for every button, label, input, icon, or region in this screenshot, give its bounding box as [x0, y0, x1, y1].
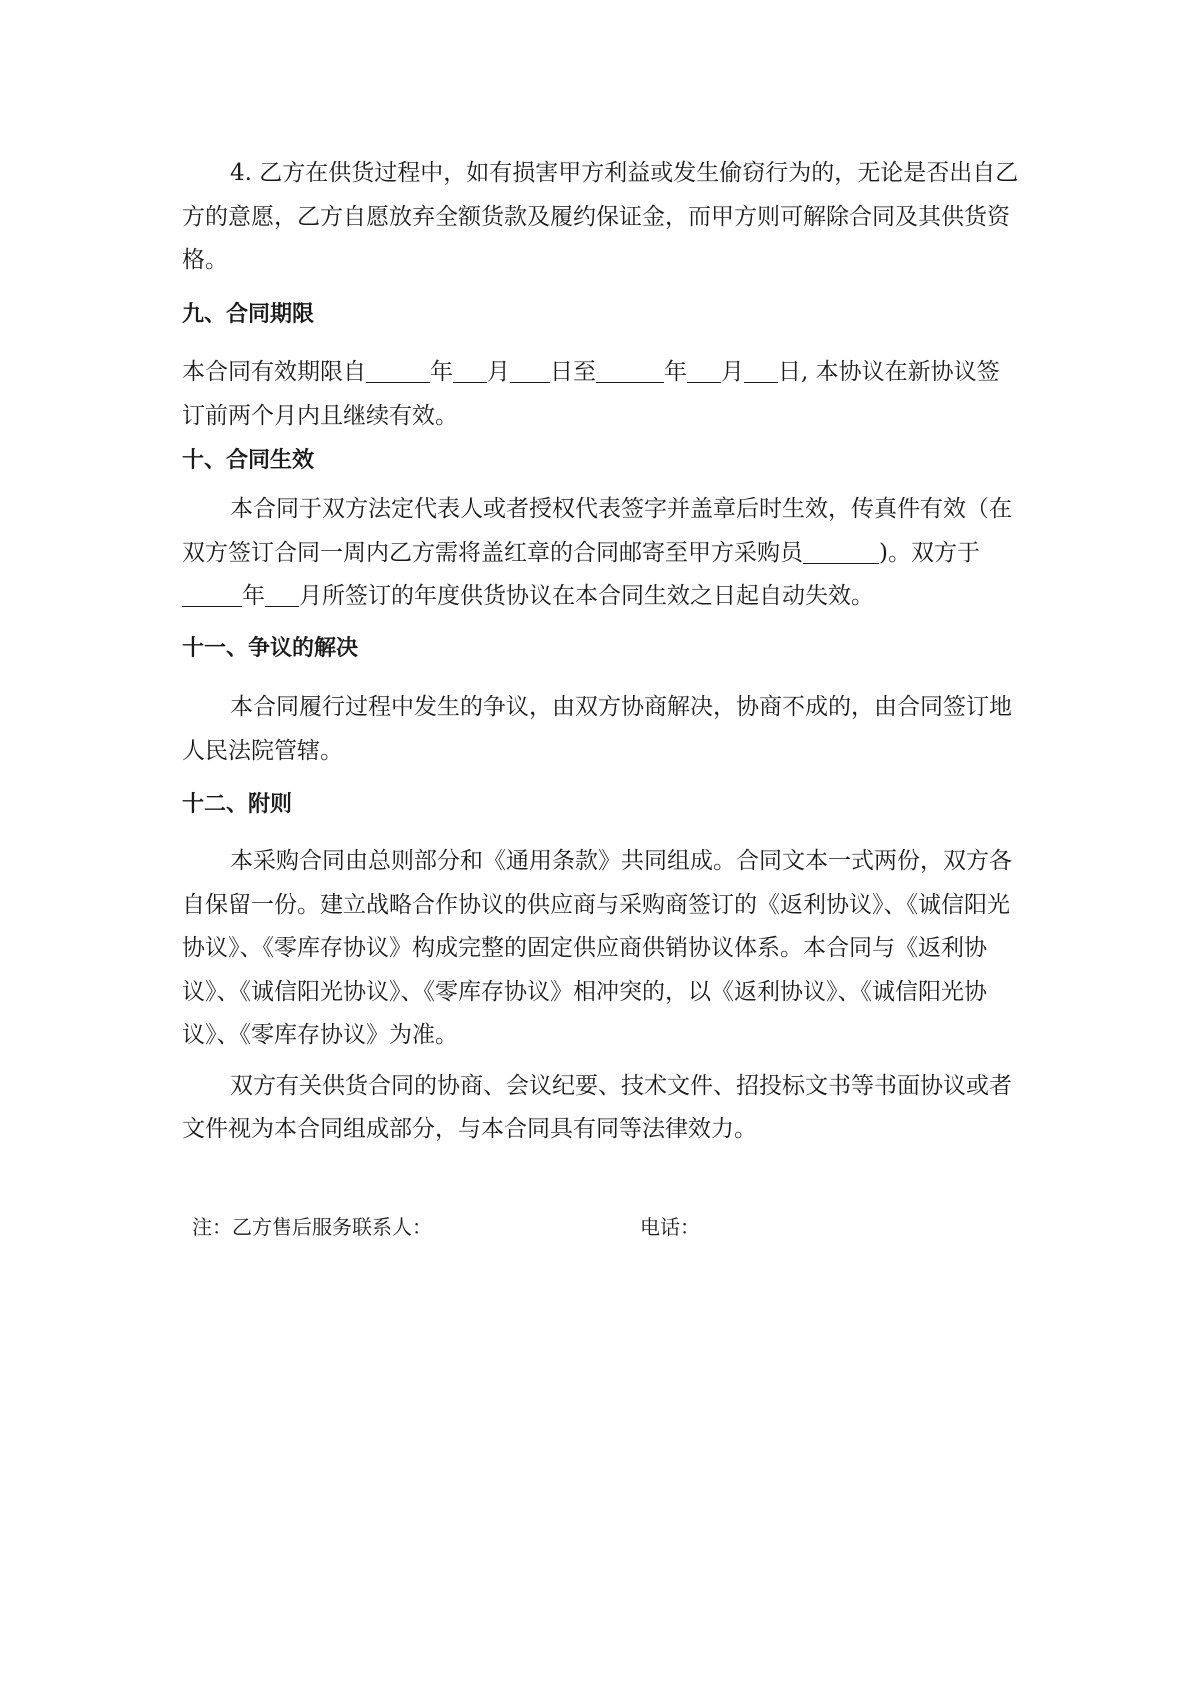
- section-12: [182, 790, 1022, 820]
- section-9-body: [182, 351, 1022, 438]
- text: 日至: [550, 359, 596, 385]
- paragraph: 4. 乙方在供货过程中，如有损害甲方利益或发生偷窃行为的，无论是否出自乙方的意愿，乙方自愿放弃全额货款及履约保证金，而甲方则可解除合同及其供货资格。: [182, 160, 1019, 273]
- text: 本合同于双方法定代表人或者授权代表签字并盖章后时生效，传真件有效（在双方签订合同一周内乙方需将盖红章的合同邮寄至甲方采购员: [182, 496, 1012, 566]
- text: 年: [242, 583, 265, 609]
- section-12-body: [182, 840, 1022, 1152]
- text: )。双方于: [879, 539, 980, 566]
- fill-blank-day[interactable]: [744, 358, 778, 383]
- fill-blank-month[interactable]: [265, 582, 299, 607]
- after-sales-contact-label: 注：乙方售后服务联系人：: [192, 1215, 432, 1239]
- section-heading: 十一、争议的解决: [182, 636, 359, 661]
- text: 日, 本协议在新协议签订前两个月内且继续有效。: [182, 359, 1000, 429]
- text: 年: [664, 359, 687, 385]
- text: 月: [721, 359, 744, 385]
- fill-blank-year[interactable]: [182, 582, 242, 607]
- text: 年: [430, 359, 453, 385]
- section-11-body: [182, 686, 1022, 773]
- paragraph: 本合同履行过程中发生的争议，由双方协商解决，协商不成的，由合同签订地人民法院管辖。: [182, 694, 1012, 764]
- section-10: [182, 446, 1022, 476]
- text: 月: [487, 359, 510, 385]
- text: 月所签订的年度供货协议在本合同生效之日起自动失效。: [299, 583, 874, 609]
- section-11: [182, 634, 1022, 664]
- fill-blank-month[interactable]: [453, 358, 487, 383]
- fill-blank-month[interactable]: [687, 358, 721, 383]
- paragraph: 本采购合同由总则部分和《通用条款》共同组成。合同文本一式两份，双方各自保留一份。建立战略合作协议的供应商与采购商签订的《返利协议》、《诚信阳光协议》、《零库存协议》构成完整的固定供应商供销协议体系。本合同与《返利协议》、《诚信阳光协议》、《零库存协议》相冲突的，以《返利协议》、《诚信阳光协议》、《零库存协议》为准。: [182, 848, 1012, 1048]
- paragraph: 双方有关供货合同的协商、会议纪要、技术文件、招投标文书等书面协议或者文件视为本合同组成部分，与本合同具有同等法律效力。: [182, 1072, 1012, 1142]
- paragraph: [182, 351, 1022, 438]
- section-heading: 十二、附则: [182, 792, 293, 817]
- text: 本合同有效期限自: [182, 359, 366, 385]
- section-heading: 九、合同期限: [182, 302, 315, 327]
- fill-blank-day[interactable]: [510, 358, 550, 383]
- fill-blank-year[interactable]: [366, 358, 430, 383]
- clause-8-item-4: [182, 152, 1022, 283]
- section-10-body: [182, 488, 1022, 619]
- fill-blank-buyer[interactable]: [803, 539, 879, 564]
- section-9: [182, 300, 1022, 330]
- section-heading: 十、合同生效: [182, 448, 315, 473]
- paragraph: [182, 488, 1022, 619]
- fill-blank-year[interactable]: [596, 358, 664, 383]
- phone-label: 电话：: [640, 1215, 700, 1239]
